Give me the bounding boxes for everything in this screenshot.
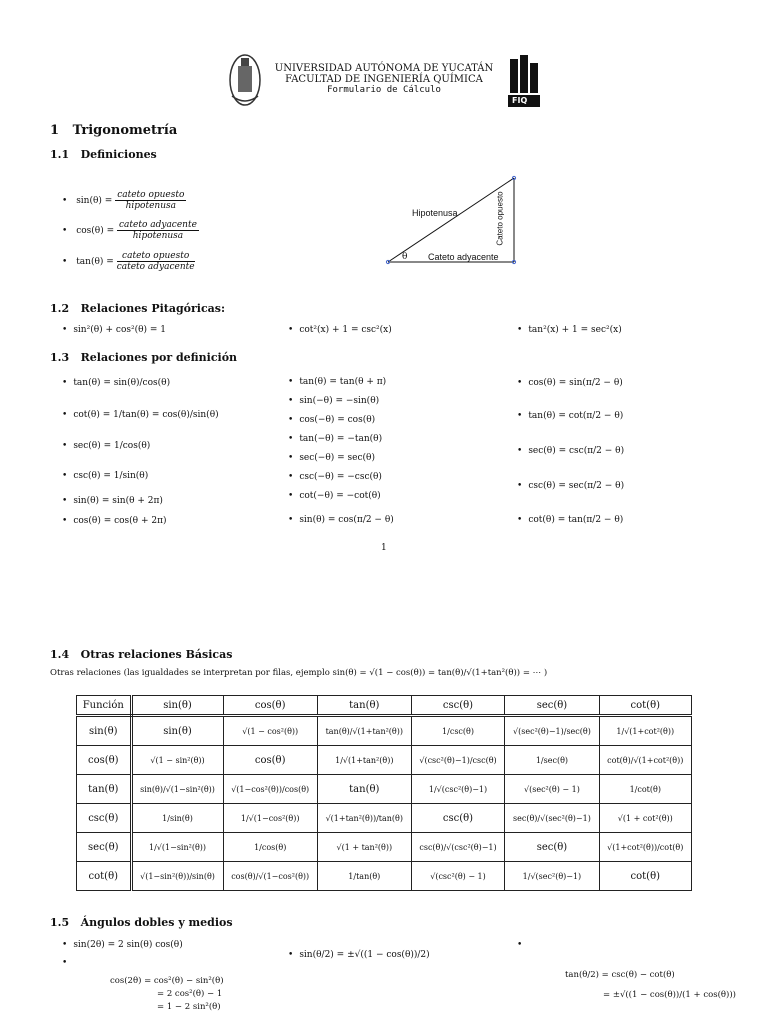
table-cell: √(1+tan²(θ))/tan(θ) — [317, 804, 411, 833]
definition-relation: • sin(θ) = sin(θ + 2π) — [62, 496, 163, 506]
table-cell: 1/√(1−sin²(θ)) — [131, 833, 223, 862]
table-header-row — [77, 696, 692, 716]
definition-relation: • sin(θ) = cos(π/2 − θ) — [288, 515, 394, 525]
faculty-name: FACULTAD DE INGENIERÍA QUÍMICA — [285, 74, 483, 85]
equation-line: = 2 cos²(θ) − 1 — [157, 989, 223, 999]
trig-relations-table — [76, 695, 692, 891]
definition-relation: • tan(−θ) = −tan(θ) — [288, 434, 382, 444]
table-cell: cot(θ) — [599, 696, 691, 716]
double-angle-item — [62, 958, 73, 968]
table-row — [77, 804, 692, 833]
definition-relation: • cos(θ) = sin(π/2 − θ) — [517, 378, 623, 388]
table-cell: √(1 − cos²(θ)) — [223, 716, 317, 746]
table-cell: √(1 + tan²(θ)) — [317, 833, 411, 862]
half-angle-item: • sin(θ/2) = ±√((1 − cos(θ))/2) — [288, 950, 430, 960]
table-row — [77, 862, 692, 891]
right-triangle-diagram — [384, 174, 524, 268]
cos-double-angle-block — [110, 975, 224, 1014]
table-cell: 1/√(sec²(θ)−1) — [505, 862, 599, 891]
definition-relation: • csc(θ) = sec(π/2 − θ) — [517, 481, 624, 491]
table-intro-text: Otras relaciones (las igualdades se interpretan por filas, ejemplo sin(θ) = √(1 − cos(θ)) = tan(θ)/√(1+tan²(θ)) = ⋯ ) — [50, 668, 548, 678]
table-cell: 1/tan(θ) — [317, 862, 411, 891]
adjacent-label: Cateto adyacente — [428, 252, 499, 262]
half-angle-item — [517, 940, 528, 950]
table-cell: √(1−sin²(θ))/sin(θ) — [131, 862, 223, 891]
table-cell: √(1+cot²(θ))/cot(θ) — [599, 833, 691, 862]
table-cell: cot(θ)/√(1+cot²(θ)) — [599, 746, 691, 775]
subsection-heading: 1.2 Relaciones Pitagóricas: — [50, 302, 226, 315]
table-cell: cos(θ) — [77, 746, 132, 775]
definition-relation: • tan(θ) = cot(π/2 − θ) — [517, 411, 623, 421]
table-cell: 1/√(1+tan²(θ)) — [317, 746, 411, 775]
table-cell: cot(θ) — [77, 862, 132, 891]
equation-line: tan(θ/2) = csc(θ) − cot(θ) — [565, 970, 675, 980]
table-cell: cot(θ) — [599, 862, 691, 891]
table-cell: csc(θ) — [77, 804, 132, 833]
table-cell: 1/cos(θ) — [223, 833, 317, 862]
definition-relation: • cos(θ) = cos(θ + 2π) — [62, 516, 167, 526]
table-cell: √(1−cos²(θ))/cos(θ) — [223, 775, 317, 804]
table-cell: csc(θ)/√(csc²(θ)−1) — [411, 833, 505, 862]
definition-relation: • tan(θ) = sin(θ)/cos(θ) — [62, 378, 170, 388]
definition-relation: • sec(−θ) = sec(θ) — [288, 453, 375, 463]
definition-relation: • cos(−θ) = cos(θ) — [288, 415, 375, 425]
definition-relation: • sec(θ) = csc(π/2 − θ) — [517, 446, 624, 456]
table-cell: csc(θ) — [411, 696, 505, 716]
table-cell: tan(θ) — [77, 775, 132, 804]
definition-relation: • cot(θ) = 1/tan(θ) = cos(θ)/sin(θ) — [62, 410, 219, 420]
university-seal-logo — [228, 52, 262, 108]
double-angle-item: • sin(2θ) = 2 sin(θ) cos(θ) — [62, 940, 183, 950]
angle-label: θ — [402, 252, 408, 262]
definition-relation: • csc(−θ) = −csc(θ) — [288, 472, 382, 482]
table-cell: √(csc²(θ) − 1) — [411, 862, 505, 891]
table-cell: 1/sec(θ) — [505, 746, 599, 775]
table-cell: cos(θ) — [223, 746, 317, 775]
table-cell: sin(θ)/√(1−sin²(θ)) — [131, 775, 223, 804]
page-number: 1 — [381, 543, 387, 553]
table-cell: √(sec²(θ)−1)/sec(θ) — [505, 716, 599, 746]
pythagorean-identity: • cot²(x) + 1 = csc²(x) — [288, 325, 392, 335]
subsection-heading: 1.1 Definiciones — [50, 148, 157, 161]
table-cell: sin(θ) — [131, 696, 223, 716]
table-cell: 1/cot(θ) — [599, 775, 691, 804]
table-cell: sec(θ) — [505, 696, 599, 716]
table-row — [77, 775, 692, 804]
table-cell: Función — [77, 696, 132, 716]
definition-relation: • cot(−θ) = −cot(θ) — [288, 491, 381, 501]
table-cell: 1/√(csc²(θ)−1) — [411, 775, 505, 804]
subsection-heading: 1.3 Relaciones por definición — [50, 351, 238, 364]
table-cell: tan(θ) — [317, 775, 411, 804]
equation-line: = ±√((1 − cos(θ))/(1 + cos(θ))) — [603, 990, 736, 1000]
tan-half-angle-block — [565, 965, 736, 1005]
definition-relation: • cot(θ) = tan(π/2 − θ) — [517, 515, 623, 525]
table-cell: sec(θ) — [505, 833, 599, 862]
table-cell: sec(θ)/√(sec²(θ)−1) — [505, 804, 599, 833]
table-row — [77, 716, 692, 746]
university-name: UNIVERSIDAD AUTÓNOMA DE YUCATÁN — [274, 63, 494, 74]
table-row — [77, 833, 692, 862]
definition-relation: • sec(θ) = 1/cos(θ) — [62, 441, 150, 451]
table-cell: tan(θ) — [317, 696, 411, 716]
header-title-block — [270, 63, 498, 96]
definition-relation: • sin(−θ) = −sin(θ) — [288, 396, 379, 406]
table-cell: 1/sin(θ) — [131, 804, 223, 833]
table-cell: √(1 + cot²(θ)) — [599, 804, 691, 833]
table-cell: csc(θ) — [411, 804, 505, 833]
table-cell: √(1 − sin²(θ)) — [131, 746, 223, 775]
pythagorean-identity: • tan²(x) + 1 = sec²(x) — [517, 325, 622, 335]
definition-item: • tan(θ) = $\frac{\text{cateto opuesto}}{\text{cateto adyacente}}$ — [62, 251, 195, 272]
table-cell: √(csc²(θ)−1)/csc(θ) — [411, 746, 505, 775]
definition-relation: • tan(θ) = tan(θ + π) — [288, 377, 386, 387]
table-cell: cos(θ) — [223, 696, 317, 716]
table-cell: sin(θ) — [77, 716, 132, 746]
table-cell: cos(θ)/√(1−cos²(θ)) — [223, 862, 317, 891]
subsection-heading: 1.4 Otras relaciones Básicas — [50, 648, 233, 661]
section-heading: 1 Trigonometría — [50, 123, 178, 138]
fiq-logo — [506, 53, 542, 107]
hypotenuse-label: Hipotenusa — [412, 208, 458, 218]
table-cell: sin(θ) — [131, 716, 223, 746]
fiq-logo-label: FIQ — [512, 96, 528, 105]
table-cell: 1/√(1+cot²(θ)) — [599, 716, 691, 746]
table-cell: √(sec²(θ) − 1) — [505, 775, 599, 804]
subsection-heading: 1.5 Ángulos dobles y medios — [50, 916, 233, 929]
table-cell: 1/√(1−cos²(θ)) — [223, 804, 317, 833]
table-cell: sec(θ) — [77, 833, 132, 862]
table-cell: 1/csc(θ) — [411, 716, 505, 746]
document-subtitle: Formulario de Cálculo — [327, 85, 441, 95]
pythagorean-identity: • sin²(θ) + cos²(θ) = 1 — [62, 325, 166, 335]
opposite-label: Cateto opuesto — [495, 191, 505, 246]
definition-item: • cos(θ) = $\frac{\text{cateto adyacente}}{\text{hipotenusa}}$ — [62, 220, 199, 241]
table-row — [77, 746, 692, 775]
equation-line: = 1 − 2 sin²(θ) — [157, 1002, 221, 1012]
table-cell: tan(θ)/√(1+tan²(θ)) — [317, 716, 411, 746]
equation-line: cos(2θ) = cos²(θ) − sin²(θ) — [110, 976, 224, 986]
definition-relation: • csc(θ) = 1/sin(θ) — [62, 471, 148, 481]
definition-item: • sin(θ) = $\frac{\text{cateto opuesto}}{\text{hipotenusa}}$ — [62, 190, 186, 211]
